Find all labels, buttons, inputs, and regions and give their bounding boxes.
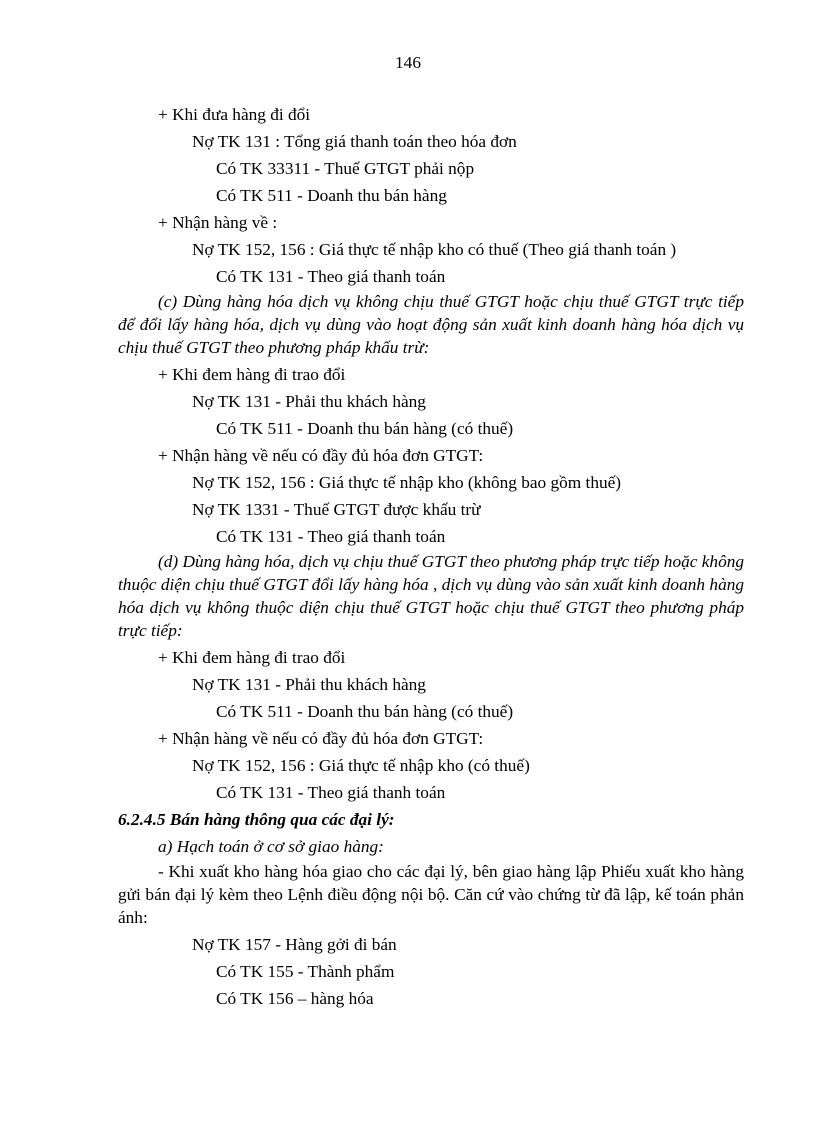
journal-debit-line: Nợ TK 1331 - Thuế GTGT được khấu trừ — [192, 500, 481, 519]
journal-credit-line: Có TK 131 - Theo giá thanh toán — [216, 527, 446, 546]
journal-debit-line: Nợ TK 157 - Hàng gởi đi bán — [192, 935, 397, 954]
page-number: 146 — [395, 53, 421, 72]
journal-credit-line: Có TK 33311 - Thuế GTGT phải nộp — [216, 159, 475, 178]
journal-credit-line: Có TK 511 - Doanh thu bán hàng — [216, 186, 447, 205]
text-line: + Nhận hàng về : — [158, 213, 278, 232]
journal-debit-line: Nợ TK 152, 156 : Giá thực tế nhập kho (không bao gồm thuế) — [192, 473, 622, 492]
journal-debit-line: Nợ TK 152, 156 : Giá thực tế nhập kho có thuế (Theo giá thanh toán ) — [192, 240, 677, 259]
text-line: + Khi đem hàng đi trao đổi — [158, 648, 346, 667]
page-content — [118, 101, 744, 1012]
journal-credit-line: Có TK 511 - Doanh thu bán hàng (có thuế) — [216, 702, 514, 721]
journal-debit-line: Nợ TK 131 - Phải thu khách hàng — [192, 392, 426, 411]
journal-credit-line: Có TK 155 - Thành phẩm — [216, 962, 395, 981]
text-line: + Khi đưa hàng đi đổi — [158, 105, 311, 124]
journal-debit-line: Nợ TK 131 - Phải thu khách hàng — [192, 675, 426, 694]
section-paragraph-d: (d) Dùng hàng hóa, dịch vụ chịu thuế GTGT theo phương pháp trực tiếp hoặc không thuộc diện chịu thuế GTGT đổi lấy hàng hóa , dịch vụ dùng vào sản xuất kinh doanh hàng hóa dịch vụ không thuộc diện chịu thuế GTGT hoặc chịu thuế GTGT theo phương pháp trực tiếp: — [118, 552, 744, 640]
journal-credit-line: Có TK 511 - Doanh thu bán hàng (có thuế) — [216, 419, 514, 438]
journal-credit-line: Có TK 131 - Theo giá thanh toán — [216, 783, 446, 802]
journal-debit-line: Nợ TK 131 : Tổng giá thanh toán theo hóa đơn — [192, 132, 517, 151]
text-line: + Khi đem hàng đi trao đổi — [158, 365, 346, 384]
section-paragraph-c: (c) Dùng hàng hóa dịch vụ không chịu thuế GTGT hoặc chịu thuế GTGT trực tiếp để đổi lấy hàng hóa, dịch vụ dùng vào hoạt động sản xuất kinh doanh hàng hóa dịch vụ chịu thuế GTGT theo phương pháp khấu trừ: — [118, 292, 744, 357]
subsection-heading: a) Hạch toán ở cơ sở giao hàng: — [158, 837, 384, 856]
journal-debit-line: Nợ TK 152, 156 : Giá thực tế nhập kho (có thuế) — [192, 756, 530, 775]
journal-credit-line: Có TK 156 – hàng hóa — [216, 989, 374, 1008]
section-heading: 6.2.4.5 Bán hàng thông qua các đại lý: — [118, 810, 395, 829]
text-line: + Nhận hàng về nếu có đầy đủ hóa đơn GTGT: — [158, 446, 484, 465]
text-line: + Nhận hàng về nếu có đầy đủ hóa đơn GTGT: — [158, 729, 484, 748]
journal-credit-line: Có TK 131 - Theo giá thanh toán — [216, 267, 446, 286]
body-paragraph: - Khi xuất kho hàng hóa giao cho các đại lý, bên giao hàng lập Phiếu xuất kho hàng gửi bán đại lý kèm theo Lệnh điều động nội bộ. Căn cứ vào chứng từ đã lập, kế toán phản ánh: — [118, 862, 744, 927]
